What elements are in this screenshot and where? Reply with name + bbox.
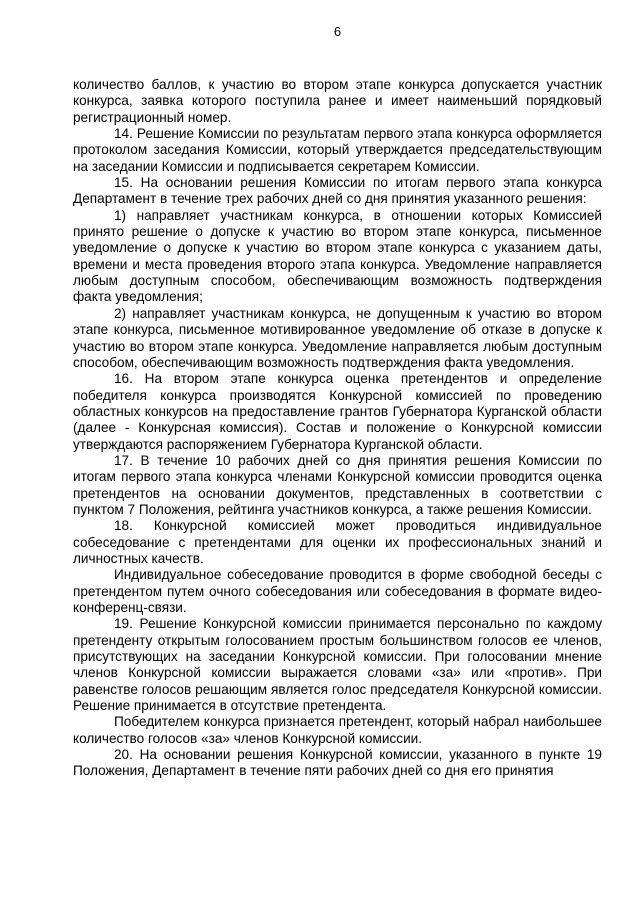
paragraph-subitem-1: 1) направляет участникам конкурса, в отношении которых Комиссией принято решение о допуске к участию во втором этапе конкурса, письменное уведомление о допуске к участию во втором этапе конкурса с указанием даты, времени и места проведения второго этапа конкурса. Уведомление направляется любым доступным способом, обеспечивающим возможность подтверждения факта уведомления; xyxy=(73,207,602,305)
paragraph-subitem-2: 2) направляет участникам конкурса, не допущенным к участию во втором этапе конкурса, письменное мотивированное уведомление об отказе в допуске к участию во втором этапе конкурса. Уведомление направляется любым доступным способом, обеспечивающим возможность подтверждения факта уведомления. xyxy=(73,305,602,370)
paragraph-item-17: 17. В течение 10 рабочих дней со дня принятия решения Комиссии по итогам первого этапа конкурса членами Конкурсной комиссии проводится оценка претендентов на основании документов, представленных в соответствии с пунктом 7 Положения, рейтинга участников конкурса, а также решения Комиссии. xyxy=(73,452,602,517)
paragraph-item-19: 19. Решение Конкурсной комиссии принимается персонально по каждому претенденту открытым голосованием простым большинством голосов ее членов, присутствующих на заседании Конкурсной комиссии. При голосовании мнение членов Конкурсной комиссии выражается словами «за» или «против». При равенстве голосов решающим является голос председателя Конкурсной комиссии. Решение принимается в отсутствие претендента. xyxy=(73,616,602,714)
document-body xyxy=(73,77,602,780)
paragraph-item-18: 18. Конкурсной комиссией может проводиться индивидуальное собеседование с претендентами для оценки их профессиональных знаний и личностных качеств. xyxy=(73,518,602,566)
document-page xyxy=(73,0,602,905)
paragraph-item-18-interview: Индивидуальное собеседование проводится в форме свободной беседы с претендентом путем очного собеседования или собеседования в формате видео-конференц-связи. xyxy=(73,567,602,615)
paragraph-item-16: 16. На втором этапе конкурса оценка претендентов и определение победителя конкурса производятся Конкурсной комиссией по проведению областных конкурсов на предоставление грантов Губернатора Курганской области (далее - Конкурсная комиссия). Состав и положение о Конкурсной комиссии утверждаются распоряжением Губернатора Курганской области. xyxy=(73,371,602,452)
paragraph-item-19-winner: Победителем конкурса признается претендент, который набрал наибольшее количество голосов «за» членов Конкурсной комиссии. xyxy=(73,714,602,746)
paragraph-item-14: 14. Решение Комиссии по результатам первого этапа конкурса оформляется протоколом заседания Комиссии, который утверждается председательствующим на заседании Комиссии и подписывается секретарем Комиссии. xyxy=(73,126,602,174)
paragraph-continuation: количество баллов, к участию во втором этапе конкурса допускается участник конкурса, заявка которого поступила ранее и имеет наименьший порядковый регистрационный номер. xyxy=(73,77,602,125)
page-number: 6 xyxy=(333,24,342,39)
paragraph-item-20: 20. На основании решения Конкурсной комиссии, указанного в пункте 19 Положения, Департамент в течение пяти рабочих дней со дня его принятия xyxy=(73,747,602,779)
paragraph-item-15: 15. На основании решения Комиссии по итогам первого этапа конкурса Департамент в течение трех рабочих дней со дня принятия указанного решения: xyxy=(73,175,602,207)
